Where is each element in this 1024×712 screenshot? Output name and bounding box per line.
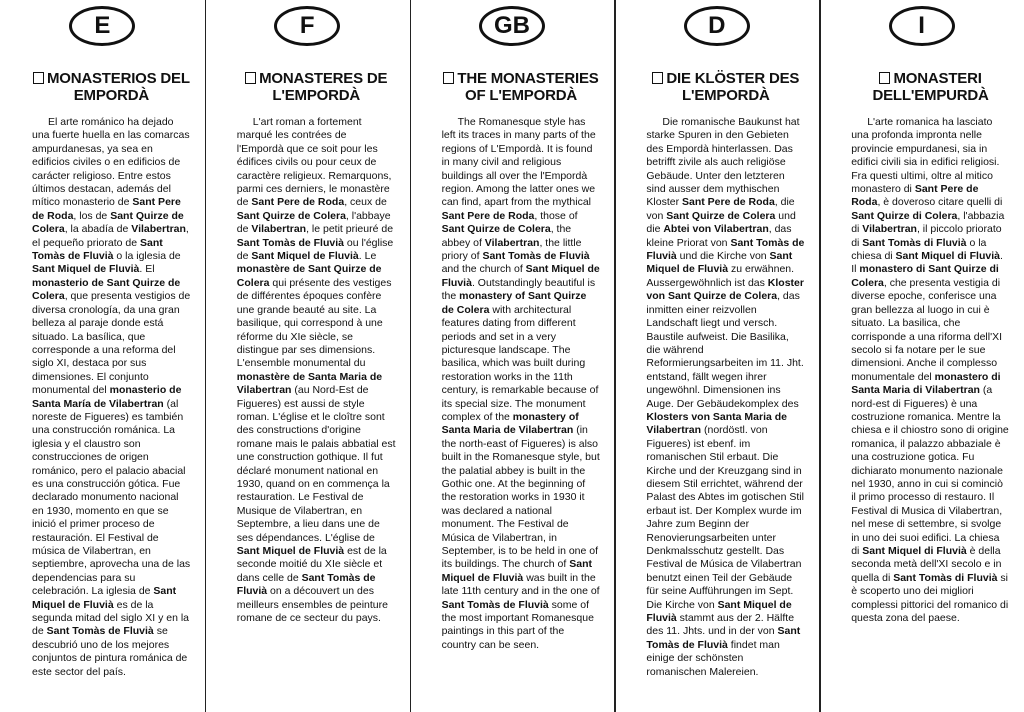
language-badge: E — [69, 6, 135, 46]
bold-run: Sant Miquel de Fluvià — [251, 250, 359, 263]
bold-run: Sant Pere de Roda — [32, 196, 181, 222]
title-line-2: L'EMPORDÀ — [681, 87, 770, 104]
text-run: . Le — [358, 250, 377, 263]
bold-run: Sant Tomàs di Fluvià — [893, 571, 998, 584]
language-badge: GB — [479, 6, 545, 46]
checkbox-square-icon — [652, 72, 663, 84]
text-run: was built in the late 11th century and in the one of — [441, 571, 600, 598]
text-run: (a nord-est di Figueres) è una costruzione romanica. Mentre la chiesa e il chiostro sono di origine romanica, il palazzo abbaziale è una costruzione gotica. Fu dichiarato monumento nazionale nel 1930, anno in cui si cominciò il primo processo di restauro. Il Festival di Musica di Vilabertran, nel mese di settembre, si svolge in uno dei suoi edifici. La chiesa di — [851, 384, 1009, 557]
bold-run: Sant Tomàs di Fluvià — [862, 236, 967, 249]
bold-run: Sant Quirze de Colera — [441, 223, 551, 236]
text-run: L'art roman a fortement marqué les contrées de l'Empordà que ce soit pour les édifices civils ou pour ceux de caractère religieux. Remarquons, parmi ces derniers, le monastère de — [236, 116, 392, 209]
text-run: (nordöstl. von Figueres) ist ebenf. im romanischen Stil erbaut. Die Kirche und der Kreuzgang sind in diesem Stil errichtet, während der Palast des Abtes im gotischen Stil erbaut ist. Der Komplex wurde im Jahre zum Beginn der Renovierungsarbeiten unter Denkmalsschutz gestellt. Das Festival de Música de Vilabertran benutzt einen Teil der Gebäude für seine Aufführungen im Sept. Die Kirche von — [646, 424, 804, 611]
column-title — [442, 70, 601, 104]
text-run: , che presenta vestigia di diverse epoche, conferisce una gran bellezza al luogo in cui è situato. La basilica, che corrisponde a una riforma dell'XI secolo si fa notare per le sue dimensioni. Anche il complesso monumentale del — [851, 276, 1003, 383]
body-paragraph — [32, 116, 191, 679]
text-run: (au Nord-Est de Figueres) est aussi de style roman. L'église et le cloître sont des constructions d'origine romane mais le palais abbatial est une construction gothique. Il fut déclaré monument national en 1930, quand on en commença la restauration. Le Festival de Musique de Vilabertran, en Septembre, a lieu dans une de ses dépendances. L'église de — [236, 384, 396, 544]
body-paragraph — [442, 116, 601, 652]
bold-run: Vilabertran — [484, 236, 540, 249]
text-run: und die Kirche von — [676, 250, 770, 263]
text-run: è della seconda metà dell'XI secolo e in quella di — [851, 545, 1002, 584]
bold-run: Vilabertran — [862, 223, 917, 236]
bold-run: Sant Miquel de Fluvià — [646, 598, 792, 625]
column-german — [614, 0, 819, 712]
text-run: es de la segunda mitad del siglo XI y en la de — [32, 598, 190, 638]
bold-run: monastery of Sant Quirze de Colera — [441, 290, 587, 316]
text-run: (in the north-east of Figueres) is also built in the Romanesque style, but the palatial abbey is built in the Gothic one. At the beginning of the restoration works in 1930 it was declared a national monument. The Festival de Música de Vilabertran, in September, is to be held in one of its buildings. The church of — [441, 424, 600, 571]
checkbox-square-icon — [245, 72, 256, 84]
bold-run: Sant Quirze di Colera — [851, 209, 958, 222]
column-english — [410, 0, 615, 712]
text-run: , l'abbaye de — [236, 209, 391, 236]
bold-run: monastero di Sant Quirze di Colera — [851, 263, 999, 289]
text-run: . Outstandingly beautiful is the — [441, 276, 596, 303]
checkbox-square-icon — [33, 72, 44, 84]
text-run: , das kleine Priorat von — [646, 223, 792, 249]
language-badge: F — [274, 6, 340, 46]
bold-run: monasterio de Sant Quirze de Colera — [32, 276, 181, 303]
text-run: , those of — [534, 209, 578, 222]
text-run: stammt aus der 2. Hälfte des 11. Jhts. und in der von — [646, 612, 795, 638]
language-badge: I — [889, 6, 955, 46]
bold-run: Sant Miquel di Fluvià — [862, 545, 967, 557]
text-run: si è scoperto uno dei migliori complessi pittorici del romanico di questa zona del paese. — [851, 571, 1009, 625]
column-body — [442, 116, 601, 652]
bold-run: Sant Pere de Roda — [851, 183, 979, 209]
text-run: se descubrió uno de los mejores conjuntos de pintura románica de este sector del país. — [32, 625, 188, 678]
body-paragraph — [851, 116, 1010, 625]
title-line-1: MONASTERI — [893, 70, 982, 87]
text-run: , la abadía de — [64, 223, 132, 236]
column-title — [237, 70, 396, 104]
text-run: , the little priory of — [441, 236, 582, 263]
column-title — [851, 70, 1010, 104]
text-run: , l'abbazia di — [851, 209, 1005, 236]
bold-run: Sant Miquel de Fluvià — [441, 558, 592, 584]
bold-run: Sant Pere de Roda — [441, 209, 535, 222]
text-run: , le petit prieuré de — [306, 223, 394, 236]
text-run: , los de — [73, 209, 111, 222]
bold-run: Sant Quirze de Colera — [236, 209, 346, 222]
bold-run: monasterio de Santa María de Vilabertran — [32, 384, 182, 410]
text-run: est de la seconde moitié du XIe siècle et dans celle de — [236, 545, 387, 584]
text-run: , el pequeño priorato de — [32, 223, 189, 249]
bold-run: Sant Quirze de Colera — [666, 209, 776, 222]
column-body — [851, 116, 1010, 625]
bold-run: monastère de Santa Maria de Vilabertran — [236, 370, 383, 397]
bold-run: Sant Miquel de Fluvià — [236, 545, 345, 557]
title-line-1: THE MONASTERIES — [457, 70, 599, 87]
bold-run: Sant Pere de Roda — [251, 196, 345, 209]
text-run: , die von — [646, 196, 795, 222]
text-run: on a découvert un des meilleurs ensembles de peinture romane de ce secteur du pays. — [236, 585, 388, 625]
bold-run: monastero di Santa Maria di Vilabertran — [851, 370, 1001, 397]
text-run: zu erwähnen. Aussergewöhnlich ist das — [646, 263, 795, 289]
column-french — [205, 0, 410, 712]
bold-run: Vilabertran — [251, 223, 307, 236]
bold-run: Kloster von Sant Quirze de Colera — [646, 276, 804, 303]
text-run: some of the most important Romanesque paintings in this part of the country can be seen. — [441, 598, 594, 651]
bold-run: Sant Tomàs de Fluvià — [236, 571, 376, 598]
text-run: and the church of — [441, 263, 526, 276]
column-body — [32, 116, 191, 679]
title-line-2: DELL'EMPURDÀ — [872, 87, 989, 104]
checkbox-square-icon — [443, 72, 454, 84]
bold-run: Sant Quirze de Colera — [32, 209, 184, 236]
column-title — [646, 70, 805, 104]
title-line-2: L'EMPORDÀ — [272, 87, 360, 104]
checkbox-square-icon — [879, 72, 890, 84]
text-run: L'arte romanica ha lasciato una profonda impronta nelle provincie empurdanesi, sia in edifici civili sia in edifici religiosi. Fra questi ultimi, oltre al mitico monastero di — [851, 116, 1000, 196]
title-line-2: EMPORDÀ — [73, 87, 150, 104]
text-run: Die romanische Baukunst hat starke Spuren in den Gebieten des Empordà hinterlassen. Das betrifft zivile als auch religiöse Gebäude. Unter den letzteren sind ausser dem mythischen Kloster — [646, 116, 800, 209]
text-run: o la iglesia de — [113, 250, 181, 263]
bold-run: Sant Tomàs de Fluvià — [441, 598, 549, 611]
text-run: (al noreste de Figueres) es también una construcción románica. La iglesia y el claustro son construcciones de origen románico, pero el palacio abacial es una construcción gótica. Fue declarado monumento nacional en 1930, momento en que se inició el primer proceso de restauración. El Festival de música de Vilabertran, en septiembre, aprovecha una de las dependencias para su celebración. La iglesia de — [32, 397, 191, 598]
text-run: . El — [139, 263, 155, 276]
text-run: qui présente des vestiges de différentes époques confère une grande beauté au site. La basilique, qui correspond à une réforme du XIe siècle, se distingue par ses dimensions. L'ensemble monumental du — [236, 276, 392, 370]
text-run: findet man einige der schönsten romanischen Malereien. — [646, 638, 780, 678]
language-badge: D — [684, 6, 750, 46]
bold-run: Sant Miquel de Fluvià — [646, 250, 793, 276]
text-run: o la chiesa di — [851, 236, 987, 263]
title-line-1: MONASTERES DE — [259, 70, 388, 87]
body-paragraph — [237, 116, 396, 625]
text-run: , que presenta vestigios de diversa cronología, da una gran belleza al paraje donde está situado. La basílica, que corresponde a una reforma del siglo XI, destaca por sus dimensiones. El conjunto monumental del — [32, 290, 191, 397]
column-title — [32, 70, 191, 104]
bold-run: Klosters von Santa Maria de Vilabertran — [646, 410, 788, 437]
bold-run: Abtei von Vilabertran — [663, 223, 769, 236]
bold-run: Sant Tomàs de Fluvià — [236, 236, 344, 249]
bold-run: Sant Miquel de Fluvià — [441, 263, 600, 289]
title-line-2: OF L'EMPORDÀ — [464, 87, 577, 104]
bold-run: Sant Miquel de Fluvià — [32, 263, 140, 276]
text-run: , è doveroso citare quelli di — [877, 196, 1003, 209]
text-run: ou l'église de — [236, 236, 394, 263]
bold-run: monastery of Santa Maria de Vilabertran — [441, 410, 579, 437]
bold-run: monastère de Sant Quirze de Colera — [236, 263, 382, 289]
bold-run: Vilabertran — [131, 223, 186, 236]
column-body — [237, 116, 396, 625]
bold-run: Sant Tomàs de Fluvià — [46, 625, 154, 638]
text-run: , il piccolo priorato di — [851, 223, 1002, 249]
bold-run: Sant Tomàs de Fluvià — [646, 236, 805, 263]
bold-run: Sant Pere de Roda — [682, 196, 775, 209]
bold-run: Sant Miquel de Fluvià — [32, 585, 177, 611]
text-run: , the abbey of — [441, 223, 572, 249]
column-body — [646, 116, 805, 679]
title-line-1: DIE KLÖSTER DES — [666, 70, 800, 87]
bold-run: Sant Miquel di Fluvià — [895, 250, 1000, 263]
text-run: , das inmitten einer reizvollen Landschaft liegt und versch. Baustile aufweist. Die Basilika, die während Reformierungsarbeiten im 11. Jht. entstand, fällt wegen ihrer ungewöhnl. Dimensionen ins Auge. Der Gebäudekomplex des — [646, 290, 804, 410]
bold-run: Sant Tomàs de Fluvià — [646, 625, 801, 651]
text-run: with architectural features dating from different periods and set in a very picturesque landscape. The basilica, which was built during restoration works in the 11th century, is remarkable because of its special size. The monument complex of the — [441, 303, 599, 423]
text-run: und die — [646, 209, 796, 236]
bold-run: Sant Tomàs de Fluvià — [482, 250, 590, 263]
text-run: , ceux de — [344, 196, 387, 209]
body-paragraph — [646, 116, 805, 679]
text-run: . Il — [851, 250, 1003, 276]
text-run: The Romanesque style has left its traces in many parts of the regions of L'Empordà. It is found in many civil and religious buildings all over the l'Empordà region. Among the latter ones we can find, apart from the mythical — [441, 116, 596, 209]
column-spanish — [0, 0, 205, 712]
bold-run: Sant Tomàs de Fluvià — [32, 236, 163, 263]
title-line-1: MONASTERIOS DEL — [46, 70, 190, 87]
text-run: El arte románico ha dejado una fuerte huella en las comarcas ampurdanesas, ya sea en edificios civiles o en edificios de carácter religioso. Entre estos últimos destacan, además del mítico monasterio de — [32, 116, 190, 209]
column-italian — [819, 0, 1024, 712]
